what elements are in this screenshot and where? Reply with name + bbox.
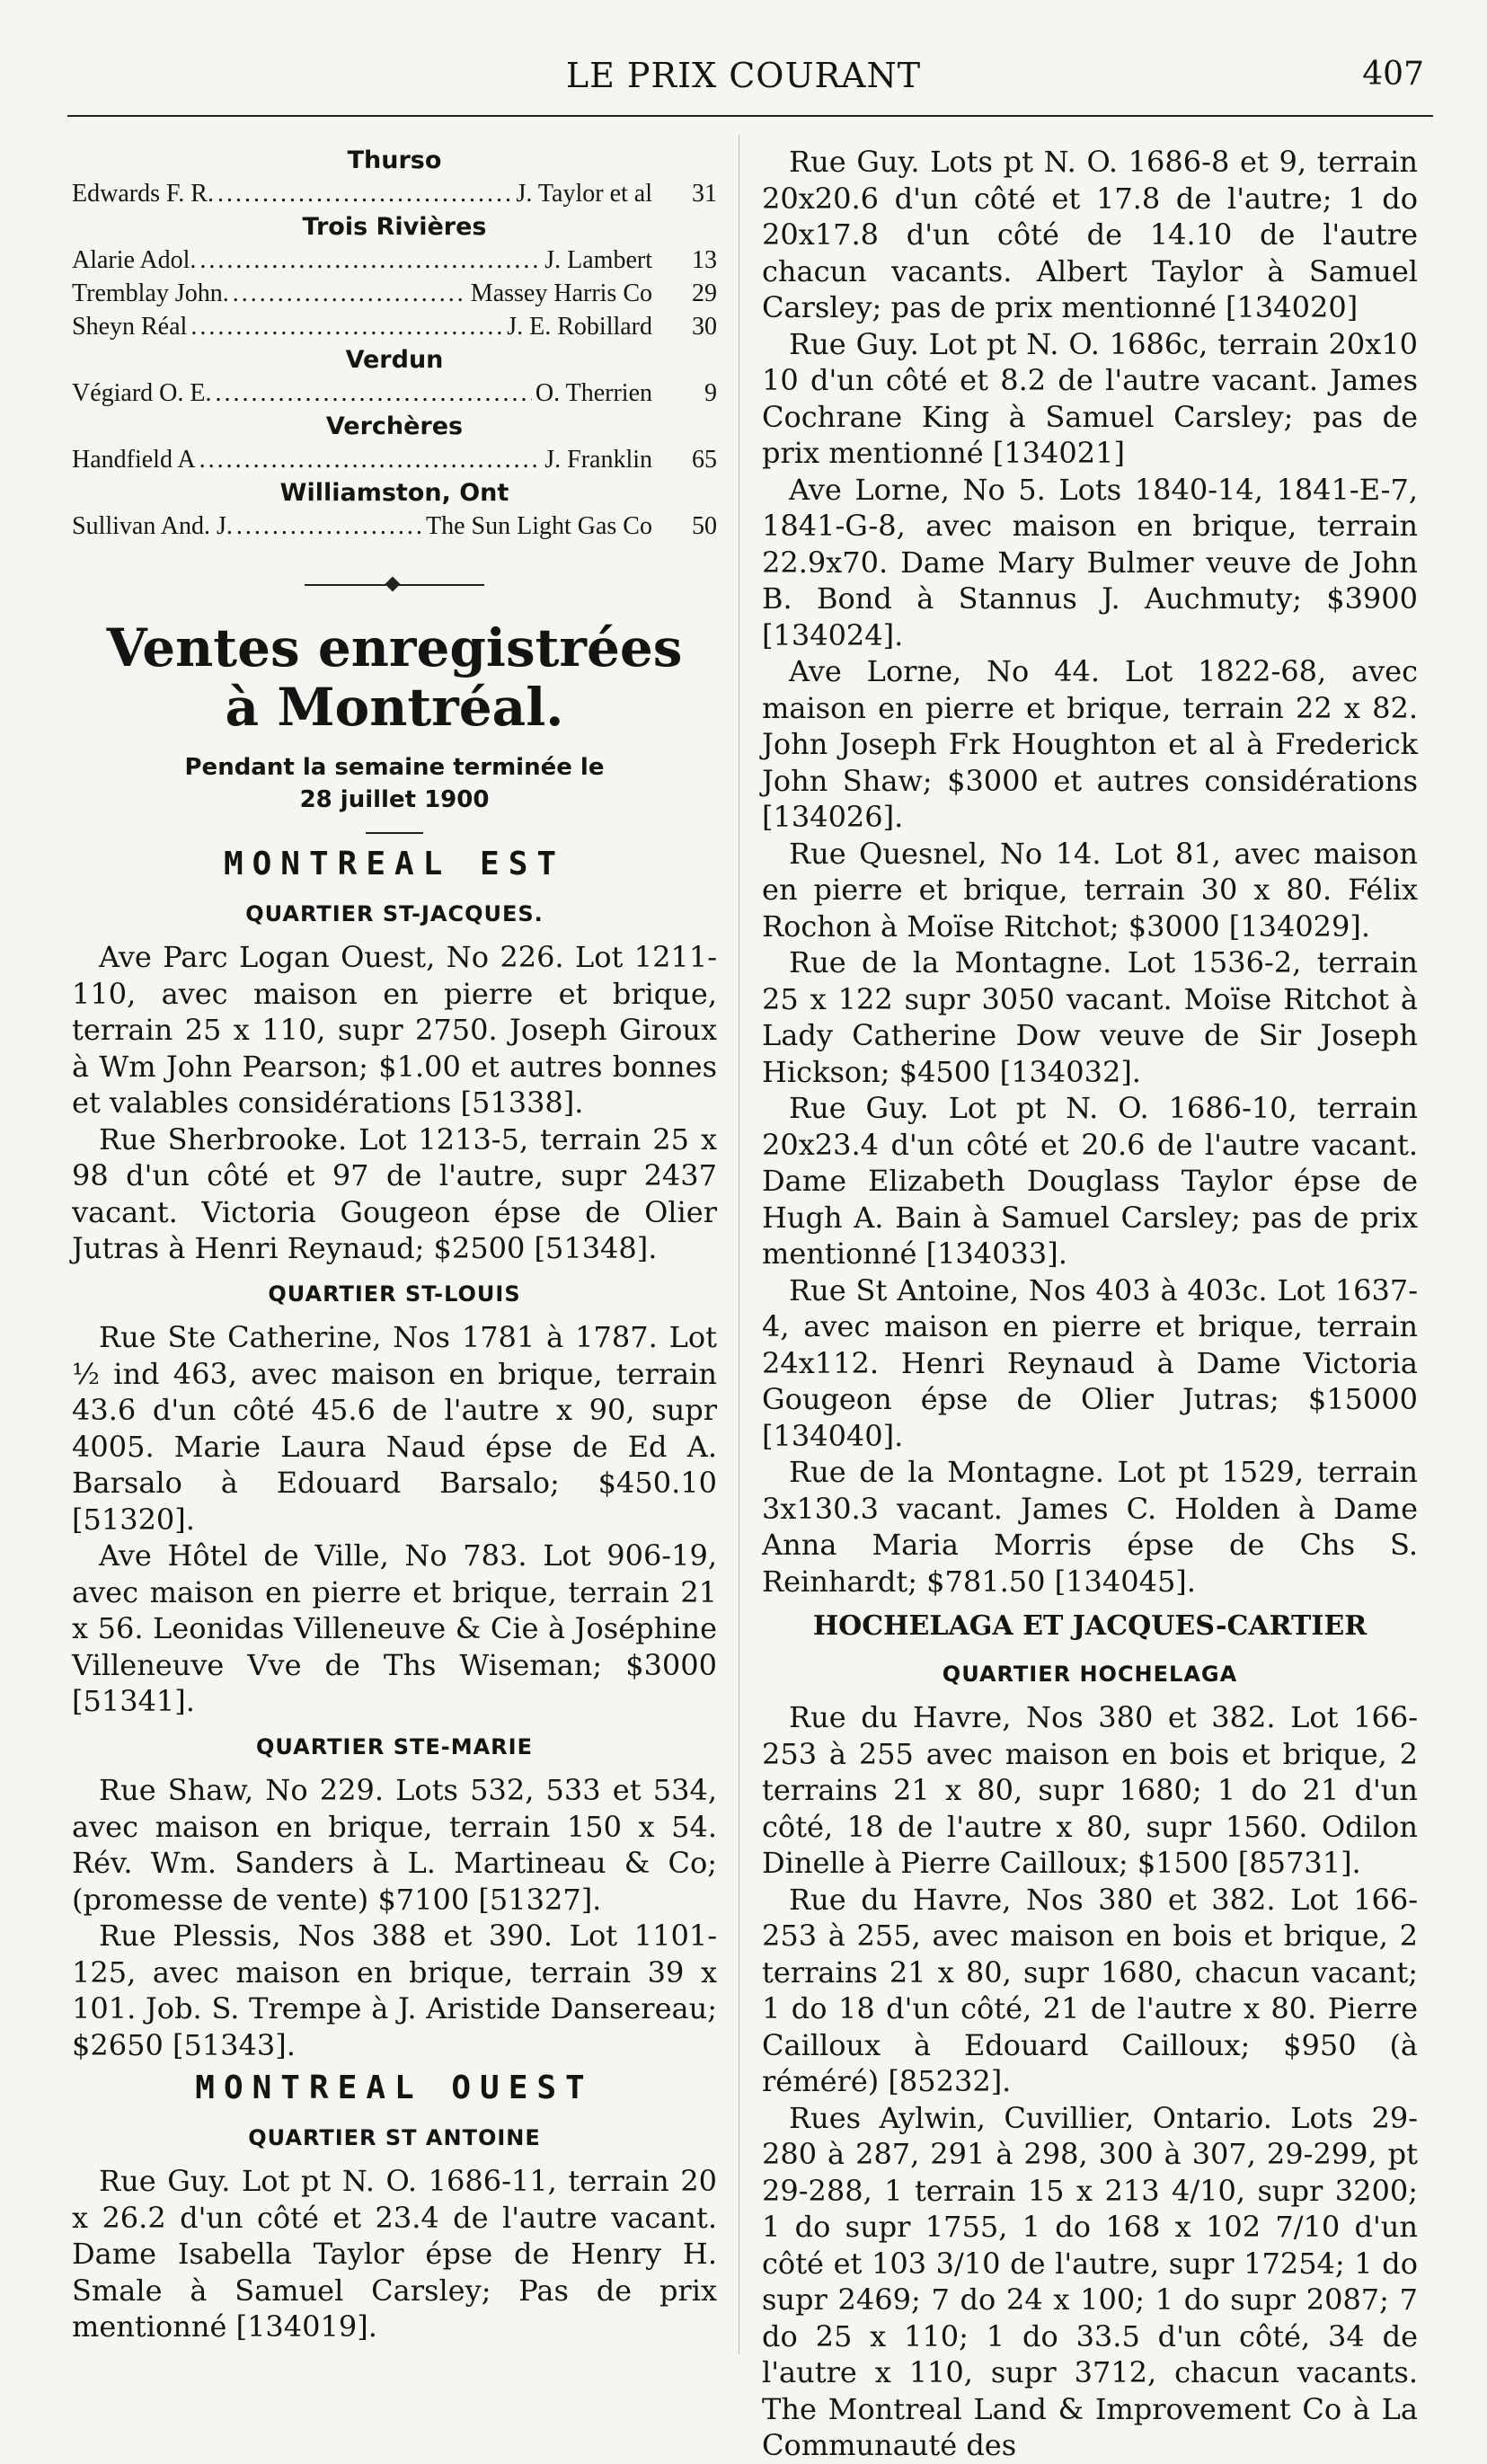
judgments-list [72,144,717,543]
judgment-row [72,310,717,343]
location-heading: Verdun [345,346,444,374]
ward-heading: QUARTIER STE-MARIE [256,1733,533,1759]
leader-dots [199,443,542,476]
judgment-row [72,510,717,543]
sale-entry: Ave Lorne, No 5. Lots 1840-14, 1841-E-7, 1841-G-8, avec maison en brique, terrain 22.9x70. Dame Mary Bulmer veuve de John B. Bond à Stannus J. Auchmuty; $3900 [134024]. [762,472,1418,652]
sale-entry: Rue St Antoine, Nos 403 à 403c. Lot 1637-4, avec maison en pierre et brique, terrain 24x112. Henri Reynaud à Dame Victoria Gougeon épse de Olier Jutras; $15000 [134040]. [762,1272,1418,1453]
district-heading: HOCHELAGA ET JACQUES-CARTIER [812,1610,1368,1642]
district-heading: MONTREAL OUEST [195,2070,594,2106]
judgment-amount: 9 [704,379,717,407]
section-subtitle [72,751,717,816]
sale-entry: Rue de la Montagne. Lot 1536-2, terrain 25 x 122 supr 3050 vacant. Moïse Ritchot à Lady Catherine Dow veuve de Sir Joseph Hickson; $4500 [134032]. [762,945,1418,1089]
judgment-amount: 50 [692,512,717,540]
sale-entry: Rue de la Montagne. Lot pt 1529, terrain 3x130.3 vacant. James C. Holden à Dame Anna Maria Morris épse de Chs S. Reinhardt; $781.50 [134045]. [762,1455,1418,1599]
sale-entry: Ave Lorne, No 44. Lot 1822-68, avec maison en pierre et brique, terrain 22 x 82. John Joseph Frk Houghton et al à Frederick John Shaw; $3000 et autres considérations [134026]. [762,654,1418,834]
judgment-row [72,443,717,476]
sale-entry: Rue Guy. Lot pt N. O. 1686-10, terrain 20x23.4 d'un côté et 20.6 de l'autre vacant. Dame Elizabeth Douglass Taylor épse de Hugh A. Bain à Samuel Carsley; pas de prix mentionné [134033]. [762,1091,1418,1271]
debtor-name: Sheyn Réal [72,313,188,341]
judgment-row [72,177,717,210]
location-heading: Williamston, Ont [279,479,509,507]
district-heading: MONTREAL EST [223,846,566,882]
right-column [762,144,1418,2464]
leader-dots [190,310,503,343]
judgment-amount: 65 [692,446,717,474]
sale-entry: Rue Guy. Lot pt N. O. 1686-11, terrain 20 x 26.2 d'un côté et 23.4 de l'autre vacant. Dame Isabella Taylor épse de Henry H. Smale à Samuel Carsley; Pas de prix mentionné [134019]. [72,2164,717,2344]
judgment-amount: 30 [692,313,717,341]
debtor-name: Végiard O. E. [72,379,212,407]
ward-heading: QUARTIER ST-JACQUES. [245,900,544,926]
leader-dots [199,244,541,277]
debtor-name: Sullivan And. J. [72,512,233,540]
leader-dots [233,277,467,310]
creditor-name: J. Taylor et al [516,180,652,208]
header-rule [67,115,1433,117]
section-title [72,618,717,737]
judgment-row [72,377,717,410]
page-number: 407 [1362,56,1424,93]
creditor-name: J. Franklin [544,446,652,474]
leader-dots [216,377,532,410]
sale-entry: Rue Shaw, No 229. Lots 532, 533 et 534, avec maison en brique, terrain 150 x 54. Rév. Wm. Sanders à L. Martineau & Co; (promesse de vente) $7100 [51327]. [72,1773,717,1917]
title-line: à Montréal. [225,677,564,738]
ward-heading: QUARTIER ST ANTOINE [248,2124,541,2150]
left-column [72,144,717,2345]
creditor-name: J. E. Robillard [507,313,652,341]
sale-entry: Rue Ste Catherine, Nos 1781 à 1787. Lot ½ ind 463, avec maison en brique, terrain 43.6 d'un côté 45.6 de l'autre x 90, supr 4005. Marie Laura Naud épse de Ed A. Barsalo à Edouard Barsalo; $450.10 [51320]. [72,1320,717,1537]
creditor-name: J. Lambert [544,246,652,274]
judgment-amount: 31 [692,180,717,208]
leader-dots [217,177,513,210]
sale-entry: Rue du Havre, Nos 380 et 382. Lot 166-253 à 255, avec maison en bois et brique, 2 terrains 21 x 80, supr 1680, chacun vacant; 1 do 18 d'un côté, 21 de l'autre x 80. Pierre Cailloux à Edouard Cailloux; $950 (à réméré) [85232]. [762,1882,1418,2098]
ward-heading: QUARTIER HOCHELAGA [942,1661,1238,1687]
sale-entry: Rue du Havre, Nos 380 et 382. Lot 166-253 à 255 avec maison en bois et brique, 2 terrains 21 x 80, supr 1680; 1 do 21 d'un côté, 18 de l'autre x 80, supr 1560. Odilon Dinelle à Pierre Cailloux; $1500 [85731]. [762,1700,1418,1880]
sale-entry: Rue Guy. Lot pt N. O. 1686c, terrain 20x10 10 d'un côté et 8.2 de l'autre vacant. James Cochrane King à Samuel Carsley; pas de prix mentionné [134021] [762,326,1418,470]
debtor-name: Alarie Adol. [72,246,197,274]
sale-entry: Rues Aylwin, Cuvillier, Ontario. Lots 29-280 à 287, 291 à 298, 300 à 307, 29-299, pt 29-288, 1 terrain 15 x 213 4/10, supr 3200; 1 do supr 1755, 1 do 168 x 102 7/10 d'un côté et 103 3/10 de l'autre, supr 17254; 1 do supr 2469; 7 do 24 x 100; 1 do supr 2087; 7 do 25 x 110; 1 do 33.5 d'un côté, 34 de l'autre x 110, supr 3712, chacun vacants. The Montreal Land & Improvement Co à La Communauté des [762,2100,1418,2462]
judgment-amount: 29 [692,279,717,307]
sale-entry: Ave Hôtel de Ville, No 783. Lot 906-19, avec maison en pierre et brique, terrain 21 x 56. Leonidas Villeneuve & Cie à Joséphine Villeneuve Vve de Ths Wiseman; $3000 [51341]. [72,1538,717,1718]
sale-entry: Ave Parc Logan Ouest, No 226. Lot 1211-110, avec maison en pierre et brique, terrain 25 x 110, supr 2750. Joseph Giroux à Wm John Pearson; $1.00 et autres bonnes et valables considérations [51338]. [72,940,717,1120]
judgment-amount: 13 [692,246,717,274]
running-header [0,56,1487,101]
judgment-row [72,244,717,277]
sale-entry: Rue Guy. Lots pt N. O. 1686-8 et 9, terrain 20x20.6 d'un côté et 17.8 de l'autre; 1 do 20x17.8 d'un côté de 14.10 de l'autre chacun vacants. Albert Taylor à Samuel Carsley; pas de prix mentionné [134020] [762,145,1418,324]
location-heading: Verchères [325,412,464,440]
creditor-name: Massey Harris Co [470,279,652,307]
leader-dots [236,510,422,543]
debtor-name: Edwards F. R. [72,180,214,208]
location-heading: Thurso [347,146,442,174]
debtor-name: Handfield A [72,446,196,474]
subtitle-line: 28 juillet 1900 [299,786,490,813]
ward-heading: QUARTIER ST-LOUIS [268,1281,521,1307]
creditor-name: O. Therrien [535,379,652,407]
location-heading: Trois Rivières [302,213,487,241]
sale-entry: Rue Plessis, Nos 388 et 390. Lot 1101-125, avec maison en brique, terrain 39 x 101. Job. S. Trempe à J. Aristide Dansereau; $2650 [51343]. [72,1919,717,2062]
creditor-name: The Sun Light Gas Co [426,512,652,540]
short-rule [366,832,423,834]
subtitle-line: Pendant la semaine terminée le [184,754,605,781]
judgment-row [72,277,717,310]
journal-title: LE PRIX COURANT [565,56,922,95]
diamond-icon [385,577,401,592]
ornament-divider [305,579,484,591]
debtor-name: Tremblay John. [72,279,229,307]
title-line: Ventes enregistrées [106,617,683,678]
sale-entry: Rue Sherbrooke. Lot 1213-5, terrain 25 x 98 d'un côté et 97 de l'autre, supr 2437 vacant. Victoria Gougeon épse de Olier Jutras à Henri Reynaud; $2500 [51348]. [72,1121,717,1265]
sale-entry: Rue Quesnel, No 14. Lot 81, avec maison en pierre et brique, terrain 30 x 80. Félix Rochon à Moïse Ritchot; $3000 [134029]. [762,836,1418,944]
